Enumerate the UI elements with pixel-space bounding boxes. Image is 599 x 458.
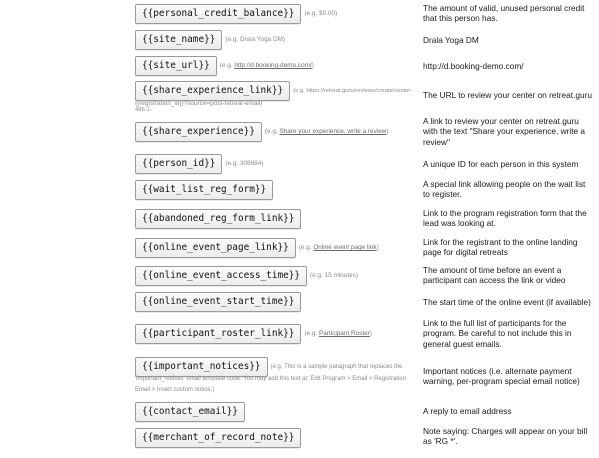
example-text: (e.g. Online event page link) (298, 244, 379, 251)
table-row (0, 264, 599, 290)
tag-description: A reply to email address (423, 406, 512, 416)
tag-description: A special link allowing people on the wait list to register. (423, 179, 586, 200)
example-text: (e.g. Drala Yoga DM) (225, 36, 286, 43)
template-tag[interactable]: {{personal_credit_balance}} (135, 4, 301, 24)
template-tag[interactable]: {{online_event_access_time}} (135, 266, 307, 286)
example-text: (e.g. 308884) (225, 160, 264, 167)
example-text: (e.g. Participant Roster) (304, 330, 372, 337)
template-tag[interactable]: {{share_experience_link}} (135, 81, 290, 101)
table-row (0, 236, 599, 262)
template-tag[interactable]: {{online_event_page_link}} (135, 238, 296, 258)
tag-description: A unique ID for each person in this system (423, 159, 579, 169)
template-tag[interactable]: {{person_id}} (135, 154, 222, 174)
table-row (0, 56, 599, 78)
tag-description: Note saying: Charges will appear on your bill as 'RG *'. (423, 426, 588, 447)
table-row (0, 178, 599, 204)
tag-description: A link to review your center on retreat.guru with the text "Share your experience, write a review" (423, 116, 586, 147)
tag-description: The amount of valid, unused personal credit that this person has. (423, 3, 585, 24)
example-text: (e.g. $0.00) (304, 10, 338, 17)
tag-description: Link to the program registration form that the lead was looking at. (423, 208, 587, 229)
example-link[interactable]: Participant Roster (318, 330, 370, 337)
table-row (0, 207, 599, 233)
example-link[interactable]: Share your experience, write a review (279, 128, 387, 135)
tag-description: Link to the full list of participants for the program. Be careful to not include this in general guest emails. (423, 318, 572, 349)
table-row (0, 292, 599, 314)
example-text-continued: 'important_notices' email template code. You may add this text at: Edit Program > Email > Registration Email > Insert custom notice.) (135, 376, 407, 393)
table-row (0, 81, 599, 111)
template-tag[interactable]: {{merchant_of_record_note}} (135, 428, 301, 448)
tag-description: Link for the registrant to the online landing page for digital retreats (423, 237, 578, 258)
example-text: (e.g. Share your experience, write a review) (264, 128, 389, 135)
example-text: (e.g. http://d.booking-demo.com/) (219, 62, 314, 69)
template-tag[interactable]: {{participant_roster_link}} (135, 324, 301, 344)
example-link[interactable]: http://d.booking-demo.com/ (234, 62, 312, 69)
table-row (0, 426, 599, 454)
tag-description: The amount of time before an event a participant can access the link or video (423, 265, 566, 286)
tag-description: http://d.booking-demo.com/ (423, 61, 524, 71)
tag-description: Drala Yoga DM (423, 35, 479, 45)
tag-description: The start time of the online event (if available) (423, 297, 591, 307)
table-row (0, 116, 599, 148)
tag-description: Important notices (i.e. alternate payment warning, per-program special email notice) (423, 366, 580, 387)
example-text-continued: {{registration_id}}?source=post-retreat-email) (135, 100, 263, 107)
table-row (0, 357, 599, 397)
table-row (0, 30, 599, 52)
example-text: (e.g. 15 minutes) (310, 272, 358, 279)
tag-description: The URL to review your center on retreat.guru (423, 90, 592, 100)
example-text: (e.g. https://retreat.guru/reviews/create/center-486-1- (135, 88, 413, 113)
table-row (0, 154, 599, 176)
template-tag[interactable]: {{share_experience}} (135, 122, 262, 142)
example-text: (e.g. This is a sample paragraph that replaces the (270, 364, 403, 370)
template-tag[interactable]: {{site_url}} (135, 56, 217, 76)
example-link[interactable]: Online event page link (313, 244, 377, 251)
template-tag[interactable]: {{important_notices}} (135, 357, 268, 377)
table-row (0, 318, 599, 352)
template-tag[interactable]: {{contact_email}} (135, 402, 245, 422)
template-tag[interactable]: {{abandoned_reg_form_link}} (135, 209, 301, 229)
table-row (0, 3, 599, 29)
template-tag[interactable]: {{online_event_start_time}} (135, 292, 301, 312)
table-row (0, 402, 599, 424)
template-tag[interactable]: {{wait_list_reg_form}} (135, 180, 273, 200)
template-tag[interactable]: {{site_name}} (135, 30, 222, 50)
